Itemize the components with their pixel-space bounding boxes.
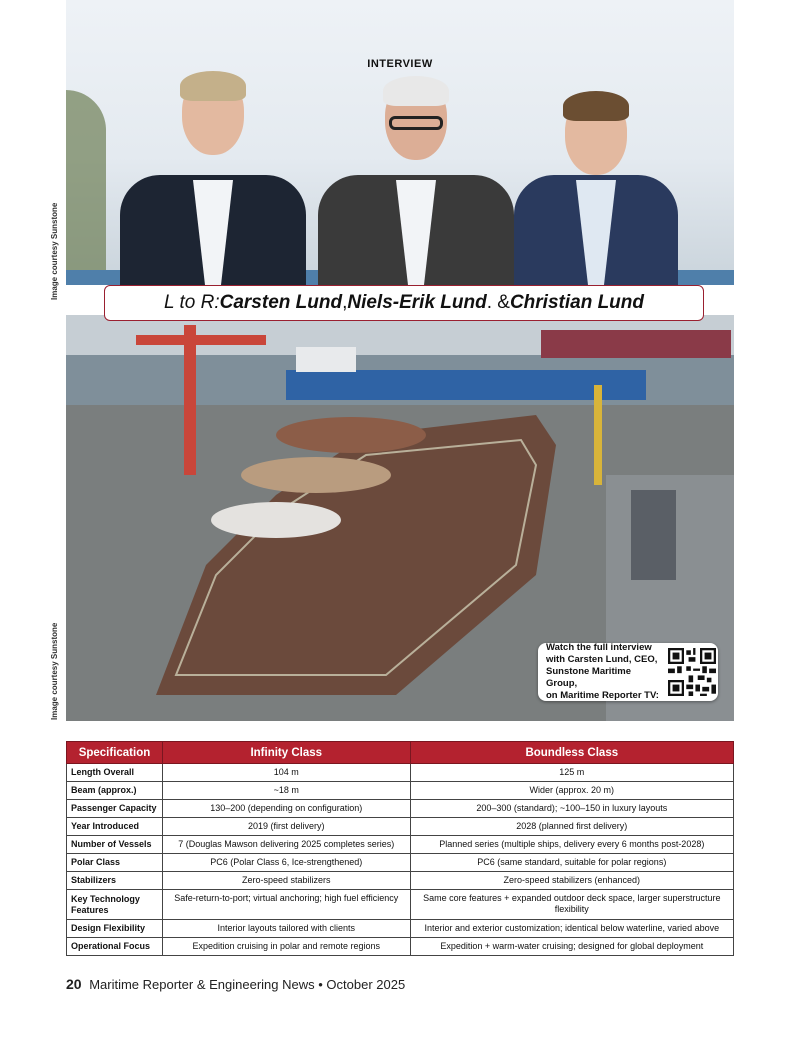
table-cell: Operational Focus (67, 938, 163, 956)
caption-prefix: L to R: (163, 292, 220, 313)
table-cell: Wider (approx. 20 m) (410, 782, 733, 800)
table-cell: Interior layouts tailored with clients (162, 920, 410, 938)
foliage-shape (66, 90, 106, 270)
table-cell: Polar Class (67, 854, 163, 872)
blue-hull-ship (286, 370, 646, 400)
table-header: Boundless Class (410, 742, 733, 764)
photo-credit-bottom: Image courtesy Sunstone (50, 622, 59, 720)
person-center (318, 80, 514, 285)
table-cell: 2028 (planned first delivery) (410, 818, 733, 836)
table-row (67, 854, 734, 872)
qr-line: on Maritime Reporter TV: (546, 690, 659, 701)
person-left (120, 75, 306, 285)
person-right (514, 95, 678, 285)
table-cell: Zero-speed stabilizers (enhanced) (410, 872, 733, 890)
table-row (67, 782, 734, 800)
glasses (389, 116, 443, 130)
caption-person-3: Christian Lund (509, 292, 645, 313)
table-header: Specification (67, 742, 163, 764)
table-cell: 7 (Douglas Mawson delivering 2025 completes series) (162, 836, 410, 854)
qr-line: Sunstone Maritime Group, (546, 666, 631, 689)
table-cell: 104 m (162, 764, 410, 782)
ship-superstructure (296, 347, 356, 372)
table-row (67, 764, 734, 782)
table-row (67, 872, 734, 890)
hair (563, 91, 629, 121)
caption-separator: , (342, 292, 348, 313)
table-cell: PC6 (same standard, suitable for polar regions) (410, 854, 733, 872)
page-footer (66, 976, 405, 992)
table-cell: Length Overall (67, 764, 163, 782)
qr-line: with Carsten Lund, CEO, (546, 654, 658, 665)
table-cell: Interior and exterior customization; identical below waterline, varied above (410, 920, 733, 938)
table-cell: Number of Vessels (67, 836, 163, 854)
caption-person-1: Carsten Lund (219, 292, 343, 313)
table-row (67, 920, 734, 938)
table-cell: ~18 m (162, 782, 410, 800)
upper-deck (276, 417, 426, 453)
page-number: 20 (66, 976, 82, 992)
qr-code-icon[interactable] (668, 648, 716, 696)
table-cell: 125 m (410, 764, 733, 782)
table-row (67, 818, 734, 836)
specification-table (66, 741, 734, 956)
table-cell: Passenger Capacity (67, 800, 163, 818)
hair (383, 76, 449, 106)
caption-person-2: Niels-Erik Lund (347, 292, 487, 313)
table-cell: Same core features + expanded outdoor deck space, larger superstructure flexibility (410, 890, 733, 920)
middle-deck (241, 457, 391, 493)
table-cell: Planned series (multiple ships, delivery every 6 months post-2028) (410, 836, 733, 854)
table-cell: Key Technology Features (67, 890, 163, 920)
moored-ship (541, 330, 731, 358)
table-cell: Year Introduced (67, 818, 163, 836)
photo-credit-top: Image courtesy Sunstone (50, 202, 59, 300)
white-deck (211, 502, 341, 538)
table-cell: PC6 (Polar Class 6, Ice-strengthened) (162, 854, 410, 872)
publication-line: Maritime Reporter & Engineering News • October 2025 (89, 977, 406, 992)
crane-arm (136, 335, 266, 345)
table-cell: Expedition + warm-water cruising; designed for global deployment (410, 938, 733, 956)
table-cell: 200–300 (standard); ~100–150 in luxury layouts (410, 800, 733, 818)
table-row (67, 800, 734, 818)
table-cell: Stabilizers (67, 872, 163, 890)
hair (180, 71, 246, 101)
table-cell: Zero-speed stabilizers (162, 872, 410, 890)
qr-callout[interactable] (538, 643, 718, 701)
photo-caption (104, 285, 704, 321)
table-row (67, 890, 734, 920)
interview-photo (66, 0, 734, 285)
yellow-crane (594, 385, 602, 485)
table-cell: Safe-return-to-port; virtual anchoring; high fuel efficiency (162, 890, 410, 920)
table-header-row (67, 742, 734, 764)
parked-vehicles (631, 490, 676, 580)
table-row (67, 836, 734, 854)
caption-separator: . & (486, 292, 510, 313)
section-label: INTERVIEW (367, 58, 433, 70)
table-header: Infinity Class (162, 742, 410, 764)
table-cell: 2019 (first delivery) (162, 818, 410, 836)
table-cell: Beam (approx.) (67, 782, 163, 800)
qr-callout-text (538, 642, 664, 702)
table-cell: Design Flexibility (67, 920, 163, 938)
table-cell: 130–200 (depending on configuration) (162, 800, 410, 818)
table-cell: Expedition cruising in polar and remote regions (162, 938, 410, 956)
crane-tower (184, 325, 196, 475)
table-row (67, 938, 734, 956)
qr-line: Watch the full interview (546, 642, 652, 653)
